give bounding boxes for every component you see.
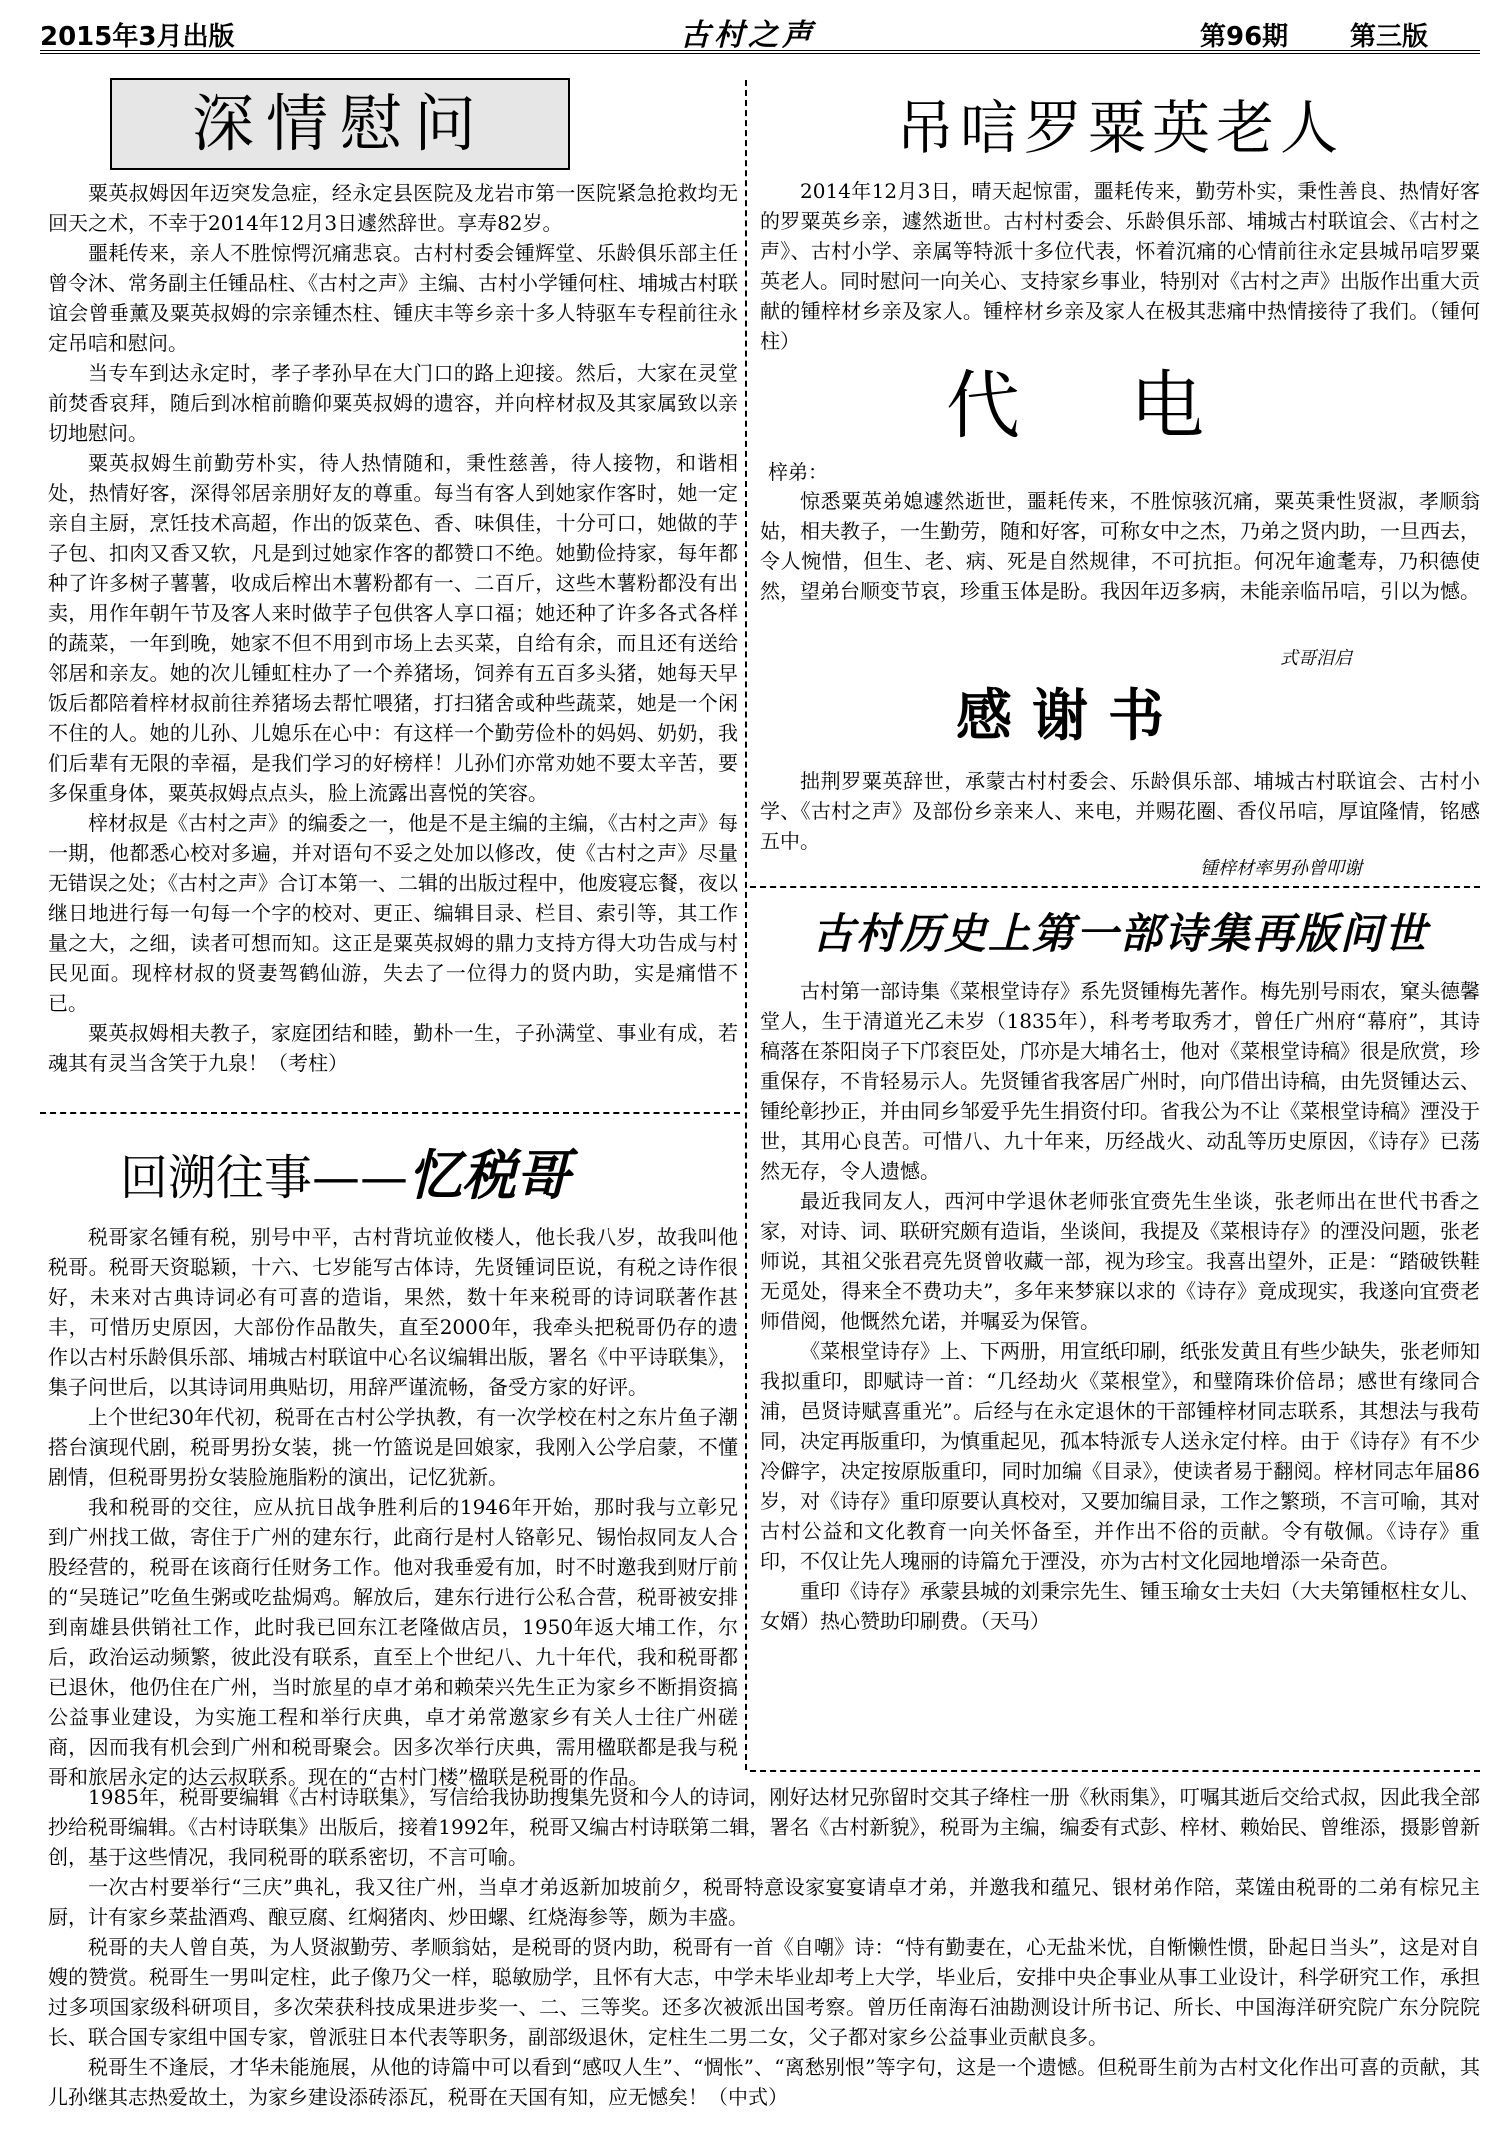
page-header — [40, 6, 1480, 54]
article2-paragraph: 一次古村要举行“三庆”典礼，我又往广州，当卓才弟返新加坡前夕，税哥特意设家宴宴请卓才弟，并邀我和蕴兄、银材弟作陪，菜馐由税哥的二弟有棕兄主厨，计有家乡菜盐酒鸡、酿豆腐、红焖猪肉、炒田螺、红烧海参等，颇为丰盛。 — [48, 1875, 1480, 1929]
article1-paragraph: 当专车到达永定时，孝子孝孙早在大门口的路上迎接。然后，大家在灵堂前焚香哀拜，随后到冰棺前瞻仰粟英叔姆的遗容，并向梓材叔及其家属致以亲切地慰问。 — [48, 361, 738, 445]
article4-title: 代电 — [946, 363, 1314, 449]
article1-title: 深情慰问 — [110, 78, 570, 170]
article2-title — [120, 1140, 680, 1212]
article6-paragraph: 古村第一部诗集《菜根堂诗存》系先贤锺梅先著作。梅先别号雨农，窠头德馨堂人，生于清道光乙未岁（1835年），科考考取秀才，曾任广州府“幕府”，其诗稿落在茶阳岗子下邝衮臣处，邝亦是大埔名士，他对《菜根堂诗稿》很是欣赏，珍重保存，不肯轻易示人。先贤锺省我客居广州时，向邝借出诗稿，由先贤锺达云、锺纶彰抄正，并由同乡邹爱乎先生捐资付印。省我公为不让《菜根堂诗稿》湮没于世，其用心良苦。可惜八、九十年来，历经战火、动乱等历史原因，《诗存》已荡然无存，令人遗憾。 — [760, 979, 1480, 1183]
publish-date: 2015年3月出版 — [40, 22, 235, 52]
article5-paragraph: 拙荆罗粟英辞世，承蒙古村村委会、乐龄俱乐部、埔城古村联谊会、古村小学、《古村之声》及部份乡亲来人、来电，并赐花圈、香仪吊唁，厚谊隆情，铭感五中。 — [760, 769, 1480, 853]
article5-title: 感谢书 — [956, 683, 1184, 749]
article1-paragraph: 粟英叔姆因年迈突发急症，经永定县医院及龙岩市第一医院紧急抢救均无回天之术，不幸于2014年12月3日遽然辞世。享寿82岁。 — [48, 181, 738, 235]
article1-paragraph: 梓材叔是《古村之声》的编委之一，他是不是主编的主编，《古村之声》每一期，他都悉心校对多遍，并对语句不妥之处加以修改，使《古村之声》尽量无错误之处；《古村之声》合订本第一、二辑的出版过程中，他废寝忘餐，夜以继日地进行每一句每一个字的校对、更正、编辑目录、栏目、索引等，其工作量之大，之细，读者可想而知。这正是粟英叔姆的鼎力支持方得大功告成与村民见面。现梓材叔的贤妻驾鹤仙游，失去了一位得力的贤内助，实是痛惜不已。 — [48, 811, 738, 1015]
article2-paragraph: 税哥生不逢辰，才华未能施展，从他的诗篇中可以看到“感叹人生”、“惆怅”、“离愁别恨”等字句，这是一个遗憾。但税哥生前为古村文化作出可喜的贡献，其儿孙继其志热爱故土，为家乡建设添砖添瓦，税哥在天国有知，应无憾矣！（中式） — [48, 2055, 1480, 2109]
article2-paragraph: 税哥的夫人曾自英，为人贤淑勤劳、孝顺翁姑，是税哥的贤内助，税哥有一首《自嘲》诗：“恃有勤妻在，心无盐米忧，自惭懒性惯，卧起日当头”，这是对自嫂的赞赏。税哥生一男叫定柱，此子像乃父一样，聪敏励学，且怀有大志，中学未毕业却考上大学，毕业后，安排中央企事业从事工业设计，科学研究工作，承担过多项国家级科研项目，多次荣获科技成果进步奖一、二、三等奖。还多次被派出国考察。曾历任南海石油勘测设计所书记、所长、中国海洋研究院广东分院院长、联合国专家组中国专家，曾派驻日本代表等职务，副部级退休，定柱生二男二女，父子都对家乡公益事业贡献良多。 — [48, 1935, 1480, 2049]
article2-paragraph: 税哥家名锺有税，别号中平，古村背坑並攸楼人，他长我八岁，故我叫他税哥。税哥天资聪颖，十六、七岁能写古体诗，先贤锺词臣说，有税之诗作很好，未来对古典诗词必有可喜的造诣，果然，数十年来税哥的诗词联著作甚丰，可惜历史原因，大部份作品散失，直至2000年，我牵头把税哥仍存的遗作以古村乐龄俱乐部、埔城古村联谊中心名议编辑出版，署名《中平诗联集》，集子问世后，以其诗词用典贴切，用辞严谨流畅，备受方家的好评。 — [48, 1225, 738, 1399]
article6-body — [760, 976, 1480, 1766]
article3-paragraph: 2014年12月3日，晴天起惊雷，噩耗传来，勤劳朴实，秉性善良、热情好客的罗粟英乡亲，遽然逝世。古村村委会、乐龄俱乐部、埔城古村联谊会、《古村之声》、古村小学、亲属等特派十多位代表，怀着沉痛的心情前往永定县城吊唁罗粟英老人。同时慰问一向关心、支持家乡事业，特别对《古村之声》出版作出重大贡献的锺梓材乡亲及家人。锺梓材乡亲及家人在极其悲痛中热情接待了我们。（锺何柱） — [760, 179, 1480, 353]
article1-body — [48, 178, 738, 1108]
article2-paragraph: 我和税哥的交往，应从抗日战争胜利后的1946年开始，那时我与立彰兄到广州找工做，寄住于广州的建东行，此商行是村人铬彰兄、锡怡叔同友人合股经营的，税哥在该商行任财务工作。他对我垂爱有加，时不时邀我到财厅前的“吴琏记”吃鱼生粥或吃盐焗鸡。解放后，建东行进行公私合营，税哥被安排到南雄县供销社工作，此时我已回东江老隆做店员，1950年返大埔工作，尔后，政治运动频繁，彼此没有联系，直至上个世纪八、九十年代，我和税哥都已退休，他仍住在广州，当时旅星的卓才弟和赖荣兴先生正为家乡不断捐资搞公益事业建设，为实施工程和举行庆典，卓才弟常邀家乡有关人士往广州磋商，因而我有机会到广州和税哥聚会。因多次举行庆典，需用楹联都是我与税哥和旅居永定的达云叔联系。现在的“古村门楼”楹联是税哥的作品。 — [48, 1495, 738, 1789]
section-divider-bottom — [750, 1770, 1480, 1772]
issue-number: 第96期 — [1200, 22, 1289, 52]
article2-title-part2: 忆税哥 — [408, 1143, 571, 1207]
article4-signature: 式哥泪启 — [1280, 648, 1352, 669]
article1-paragraph: 粟英叔姆相夫教子，家庭团结和睦，勤朴一生，子孙满堂、事业有成，若魂其有灵当含笑于九泉！（考柱） — [48, 1021, 738, 1075]
page-number: 第三版 — [1350, 22, 1429, 52]
section-divider-left — [40, 1112, 740, 1114]
article5-signature: 锺梓材率男孙曾叩谢 — [1200, 858, 1362, 879]
article3-body — [760, 176, 1480, 364]
article6-paragraph: 最近我同友人，西河中学退休老师张宜赍先生坐谈，张老师出在世代书香之家，对诗、词、联研究颇有造诣，坐谈间，我提及《菜根诗存》的湮没问题，张老师说，其祖父张君亮先贤曾收藏一部，视为珍宝。我喜出望外，正是：“踏破铁鞋无觅处，得来全不费功夫”，多年来梦寐以求的《诗存》竟成现实，我遂向宜赍老师借阅，他慨然允诺，并嘱妥为保管。 — [760, 1189, 1480, 1333]
article4-salutation: 梓弟： — [768, 460, 828, 484]
article6-title: 古村历史上第一部诗集再版问世 — [811, 909, 1428, 958]
article5-body — [760, 766, 1480, 856]
article2-paragraph: 上个世纪30年代初，税哥在古村公学执教，有一次学校在村之东片鱼子潮搭台演现代剧，税哥男扮女装，挑一竹篮说是回娘家，我刚入公学启蒙，不懂剧情，但税哥男扮女装脸施脂粉的演出，记忆犹新。 — [48, 1405, 738, 1489]
article2-body-top — [48, 1222, 738, 1789]
article6-paragraph: 《菜根堂诗存》上、下两册，用宣纸印刷，纸张发黄且有些少缺失，张老师知我拟重印，即赋诗一首：“几经劫火《菜根堂》，和璧隋珠价倍昂；感世有缘同合浦，邑贤诗赋喜重光”。后经与在永定退休的干部锺梓材同志联系，其想法与我苟同，决定再版重印，为慎重起见，孤本特派专人送永定付梓。由于《诗存》有不少冷僻字，决定按原版重印，同时加编《目录》，使读者易于翻阅。梓材同志年届86岁，对《诗存》重印原要认真校对，又要加编目录，工作之繁琐，不言可喻，其对古村公益和文化教育一向关怀备至，并作出不俗的贡献。令有敬佩。《诗存》重印，不仅让先人瑰丽的诗篇允于湮没，亦为古村文化园地增添一朵奇芭。 — [760, 1339, 1480, 1573]
article3-title: 吊唁罗粟英老人 — [895, 94, 1344, 162]
article2-body-bottom — [48, 1782, 1480, 2134]
article2-paragraph: 1985年，税哥要编辑《古村诗联集》，写信给我协助搜集先贤和今人的诗词，刚好达材兄弥留时交其子绛柱一册《秋雨集》，叮嘱其逝后交给式叔，因此我全部抄给税哥编辑。《古村诗联集》出版后，接着1992年，税哥又编古村诗联第二辑，署名《古村新貌》，税哥为主编，编委有式彭、梓材、赖始民、曾维添，摄影曾新创，基于这些情况，我同税哥的联系密切，不言可喻。 — [48, 1785, 1480, 1869]
section-divider-right — [750, 886, 1480, 888]
column-divider — [745, 80, 747, 1770]
paper-title: 古村之声 — [680, 18, 816, 53]
article4-body — [760, 486, 1480, 636]
article6-paragraph: 重印《诗存》承蒙县城的刘秉宗先生、锺玉瑜女士夫妇（大夫第锺枢柱女儿、女婿）热心赞助印刷费。（天马） — [760, 1579, 1480, 1633]
article2-title-part1: 回溯往事—— — [120, 1150, 409, 1206]
article1-paragraph: 粟英叔姆生前勤劳朴实，待人热情随和，秉性慈善，待人接物，和谐相处，热情好客，深得邻居亲朋好友的尊重。每当有客人到她家作客时，她一定亲自主厨，烹饪技术高超，作出的饭菜色、香、味俱佳，十分可口，她做的芋子包、扣肉又香又软，凡是到过她家作客的都赞口不绝。她勤俭持家，每年都种了许多树子薯薯，收成后榨出木薯粉都有一、二百斤，这些木薯粉都没有出卖，用作年朝午节及客人来时做芋子包供客人享口福；她还种了许多各式各样的蔬菜，一年到晚，她家不但不用到市场上去买菜，自给有余，而且还有送给邻居和亲友。她的次儿锺虹柱办了一个养猪场，饲养有五百多头猪，她每天早饭后都陪着梓材叔前往养猪场去帮忙喂猪，打扫猪舍或种些蔬菜，她是一个闲不住的人。她的儿孙、儿媳乐在心中：有这样一个勤劳俭朴的妈妈、奶奶，我们后辈有无限的幸福，是我们学习的好榜样！儿孙们亦常劝她不要太辛苦，要多保重身体，粟英叔姆点点头，脸上流露出喜悦的笑容。 — [48, 451, 738, 805]
article4-paragraph: 惊悉粟英弟媳遽然逝世，噩耗传来，不胜惊骇沉痛，粟英秉性贤淑，孝顺翁姑，相夫教子，一生勤劳，随和好客，可称女中之杰，乃弟之贤内助，一旦西去，令人惋惜，但生、老、病、死是自然规律，不可抗拒。何况年逾耄寿，乃积德使然，望弟台顺变节哀，珍重玉体是盼。我因年迈多病，未能亲临吊唁，引以为憾。 — [760, 489, 1480, 603]
article1-paragraph: 噩耗传来，亲人不胜惊愕沉痛悲哀。古村村委会锺辉堂、乐龄俱乐部主任曾令沐、常务副主任锺品柱、《古村之声》主编、古村小学锺何柱、埔城古村联谊会曾垂薰及粟英叔姆的宗亲锺杰柱、锺庆丰等乡亲十多人特驱车专程前往永定吊唁和慰问。 — [48, 241, 738, 355]
